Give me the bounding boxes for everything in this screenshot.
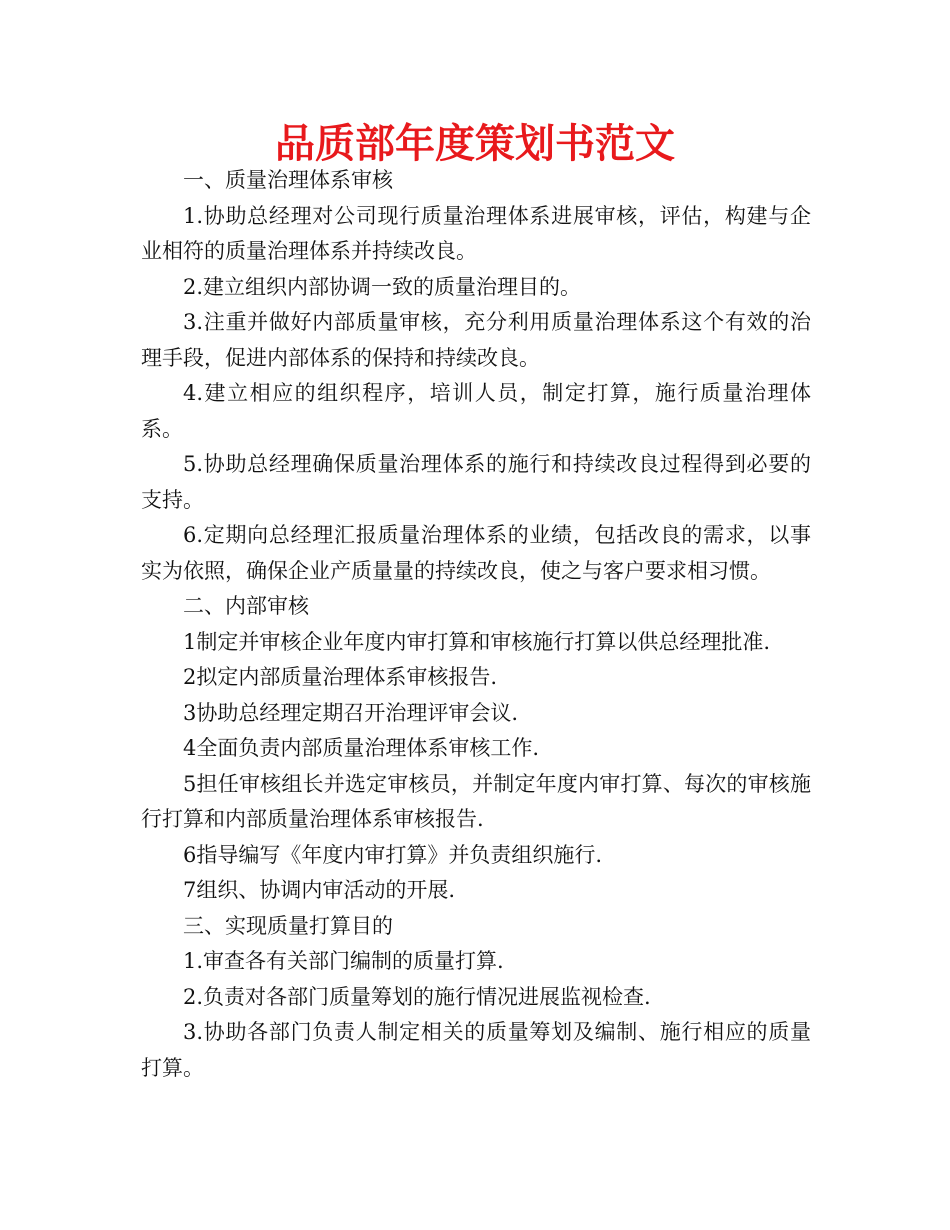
document-body <box>141 163 811 1086</box>
paragraph: 3.协助各部门负责人制定相关的质量筹划及编制、施行相应的质量打算。 <box>141 1020 811 1080</box>
paragraph: 4.建立相应的组织程序，培训人员，制定打算，施行质量治理体系。 <box>141 381 811 441</box>
paragraph: 4全面负责内部质量治理体系审核工作. <box>183 736 540 760</box>
document-title: 品质部年度策划书范文 <box>275 121 675 167</box>
paragraph: 7组织、协调内审活动的开展. <box>183 878 456 902</box>
paragraph: 3协助总经理定期召开治理评审会议. <box>183 700 519 725</box>
paragraph: 5.协助总经理确保质量治理体系的施行和持续改良过程得到必要的支持。 <box>141 452 811 512</box>
paragraph: 2.建立组织内部协调一致的质量治理目的。 <box>183 274 582 299</box>
paragraph: 1制定并审核企业年度内审打算和审核施行打算以供总经理批准. <box>183 629 771 654</box>
section-heading-1: 一、质量治理体系审核 <box>183 168 393 192</box>
paragraph: 2拟定内部质量治理体系审核报告. <box>183 665 498 689</box>
paragraph: 5担任审核组长并选定审核员，并制定年度内审打算、每次的审核施行打算和内部质量治理体系审核报告. <box>141 771 811 831</box>
section-heading-2: 二、内部审核 <box>183 594 309 618</box>
paragraph: 6指导编写《年度内审打算》并负责组织施行. <box>183 842 603 867</box>
section-heading-3: 三、实现质量打算目的 <box>183 913 393 938</box>
paragraph: 1.协助总经理对公司现行质量治理体系进展审核，评估，构建与企业相符的质量治理体系并持续改良。 <box>141 203 811 263</box>
paragraph: 1.审查各有关部门编制的质量打算. <box>183 949 504 973</box>
paragraph: 2.负责对各部门质量筹划的施行情况进展监视检查. <box>183 984 651 1009</box>
paragraph: 6.定期向总经理汇报质量治理体系的业绩，包括改良的需求，以事实为依照，确保企业产质量量的持续改良，使之与客户要求相习惯。 <box>141 523 811 583</box>
paragraph: 3.注重并做好内部质量审核，充分利用质量治理体系这个有效的治理手段，促进内部体系的保持和持续改良。 <box>141 310 811 370</box>
